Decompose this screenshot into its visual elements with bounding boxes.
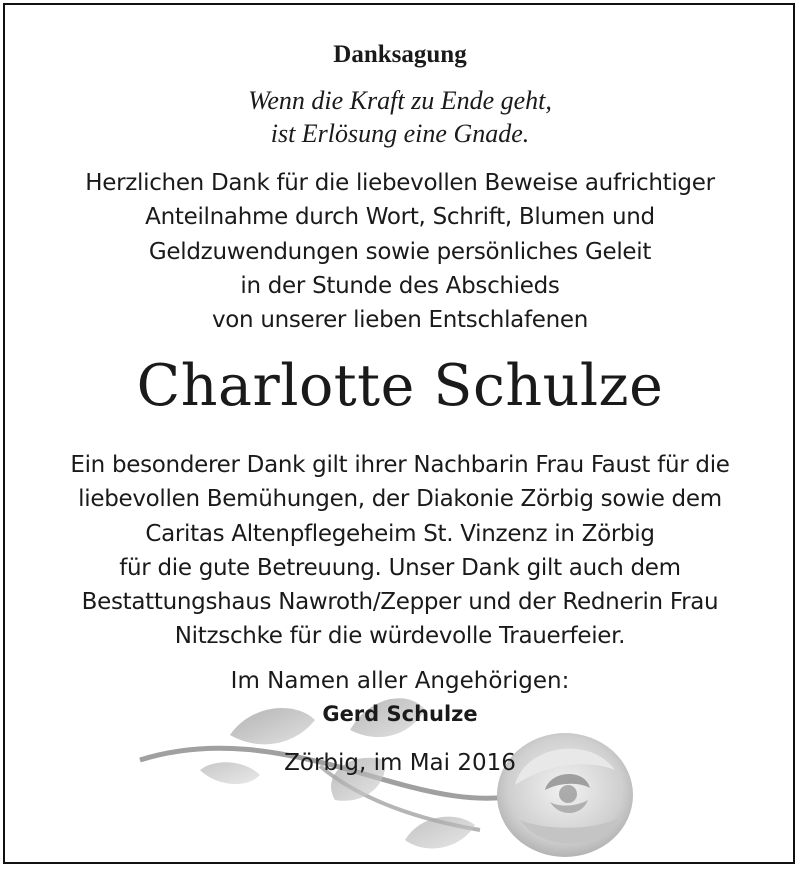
intro-line: Herzlichen Dank für die liebevollen Beweise aufrichtiger bbox=[85, 170, 715, 196]
signer-name: Gerd Schulze bbox=[322, 702, 478, 726]
motto-line: Wenn die Kraft zu Ende geht, bbox=[248, 86, 552, 115]
thanks-line: Caritas Altenpflegeheim St. Vinzenz in Zörbig bbox=[145, 520, 655, 547]
place-date: Zörbig, im Mai 2016 bbox=[284, 750, 516, 776]
notice-heading: Danksagung bbox=[333, 41, 467, 68]
intro-line: von unserer lieben Entschlafenen bbox=[211, 307, 589, 334]
thanks-line: Bestattungshaus Nawroth/Zepper und der Rednerin Frau bbox=[81, 589, 719, 616]
thanks-line: für die gute Betreuung. Unser Dank gilt auch dem bbox=[119, 554, 681, 581]
motto-line: ist Erlösung eine Gnade. bbox=[270, 119, 530, 148]
motto-verse bbox=[0, 84, 800, 150]
intro-paragraph bbox=[0, 166, 800, 337]
intro-line: Geldzuwendungen sowie persönliches Geleit bbox=[148, 238, 652, 265]
thanks-line: Nitzschke für die würdevolle Trauerfeier. bbox=[174, 623, 626, 650]
intro-line: Anteilnahme durch Wort, Schrift, Blumen und bbox=[145, 204, 655, 231]
thanks-paragraph bbox=[0, 448, 800, 654]
deceased-name: Charlotte Schulze bbox=[136, 353, 664, 419]
closing-line: Im Namen aller Angehörigen: bbox=[230, 668, 570, 694]
thanks-line: Ein besonderer Dank gilt ihrer Nachbarin Frau Faust für die bbox=[70, 452, 730, 478]
thanks-line: liebevollen Bemühungen, der Diakonie Zörbig sowie dem bbox=[78, 486, 722, 513]
intro-line: in der Stunde des Abschieds bbox=[240, 272, 560, 299]
